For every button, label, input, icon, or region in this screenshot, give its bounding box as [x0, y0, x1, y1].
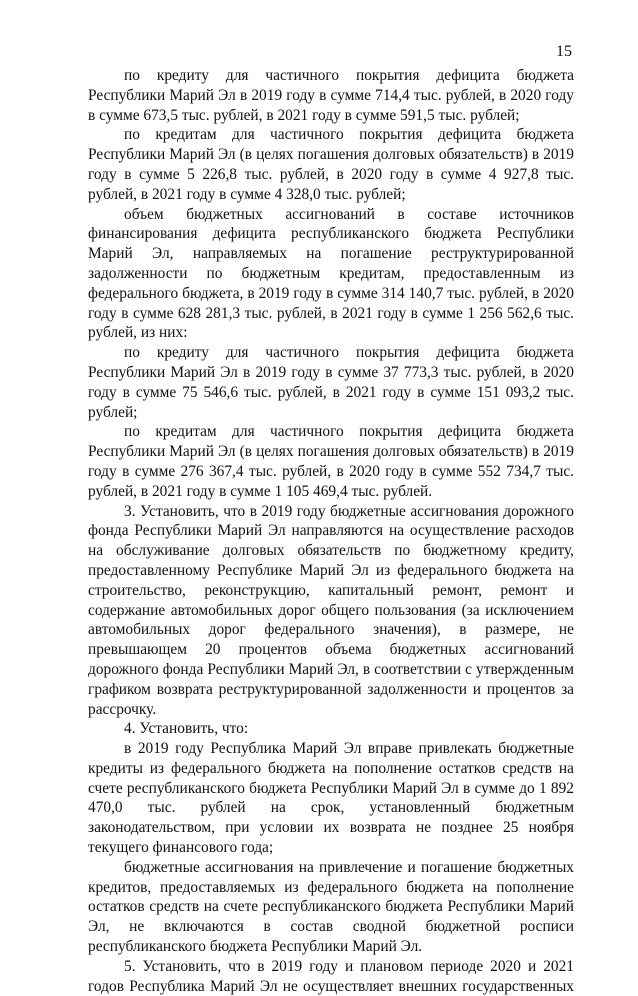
- page-number: 15: [556, 43, 572, 60]
- paragraph: по кредитам для частичного покрытия дефицита бюджета Республики Марий Эл (в целях погашения долговых обязательств) в 2019 году в сумме 5 226,8 тыс. рублей, в 2020 году в сумме 4 927,8 тыс. рублей, в 2021 году в сумме 4 328,0 тыс. рублей;: [88, 126, 574, 203]
- document-body: [88, 66, 574, 996]
- paragraph: в 2019 году Республика Марий Эл вправе привлекать бюджетные кредиты из федерального бюджета на пополнение остатков средств на счете республиканского бюджета Республики Марий Эл в сумме до 1 892 470,0 тыс. рублей на срок, установленный бюджетным законодательством, при условии их возврата не позднее 25 ноября текущего финансового года;: [88, 740, 574, 857]
- paragraph: по кредиту для частичного покрытия дефицита бюджета Республики Марий Эл в 2019 году в сумме 714,4 тыс. рублей, в 2020 году в сумме 673,5 тыс. рублей, в 2021 году в сумме 591,5 тыс. рублей;: [88, 67, 574, 124]
- paragraph: по кредиту для частичного покрытия дефицита бюджета Республики Марий Эл в 2019 году в сумме 37 773,3 тыс. рублей, в 2020 году в сумме 75 546,6 тыс. рублей, в 2021 году в сумме 151 093,2 тыс. рублей;: [88, 344, 574, 421]
- paragraph: объем бюджетных ассигнований в составе источников финансирования дефицита республиканского бюджета Республики Марий Эл, направляемых на погашение реструктурированной задолженности по бюджетным кредитам, предоставленным из федерального бюджета, в 2019 году в сумме 314 140,7 тыс. рублей, в 2020 году в сумме 628 281,3 тыс. рублей, в 2021 году в сумме 1 256 562,6 тыс. рублей, из них:: [88, 205, 574, 342]
- paragraph: по кредитам для частичного покрытия дефицита бюджета Республики Марий Эл (в целях погашения долговых обязательств) в 2019 году в сумме 276 367,4 тыс. рублей, в 2020 году в сумме 552 734,7 тыс. рублей, в 2021 году в сумме 1 105 469,4 тыс. рублей.: [88, 423, 574, 500]
- paragraph: 3. Установить, что в 2019 году бюджетные ассигнования дорожного фонда Республики Марий Эл направляются на осуществление расходов на обслуживание долговых обязательств по бюджетному кредиту, предоставленному Республике Марий Эл из федерального бюджета на строительство, реконструкцию, капитальный ремонт, ремонт и содержание автомобильных дорог общего пользования (за исключением автомобильных дорог федерального значения), в размере, не превышающем 20 процентов объема бюджетных ассигнований дорожного фонда Республики Марий Эл, в соответствии с утвержденным графиком возврата реструктурированной задолженности и процентов за рассрочку.: [88, 502, 574, 718]
- paragraph: бюджетные ассигнования на привлечение и погашение бюджетных кредитов, предоставляемых из федерального бюджета на пополнение остатков средств на счете республиканского бюджета Республики Марий Эл, не включаются в состав сводной бюджетной росписи республиканского бюджета Республики Марий Эл.: [88, 858, 574, 956]
- paragraph: 5. Установить, что в 2019 году и плановом периоде 2020 и 2021 годов Республика Марий Эл не осуществляет внешних государственных: [88, 957, 574, 995]
- paragraph: 4. Установить, что:: [124, 720, 249, 738]
